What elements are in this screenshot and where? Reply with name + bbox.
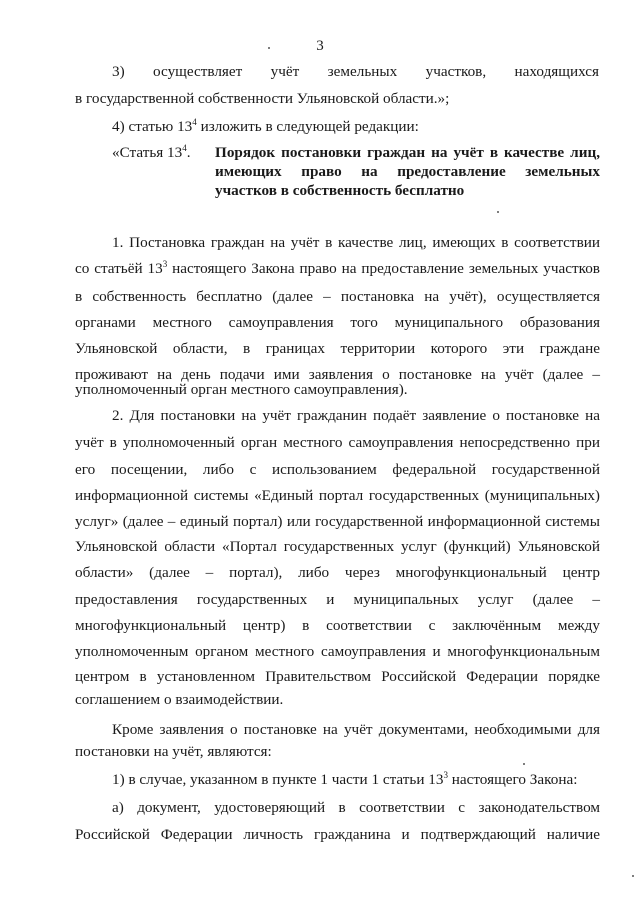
para1-line5: Ульяновской области, в границах территории которого эти граждане — [75, 340, 600, 357]
article-label — [112, 143, 191, 163]
article-label-post: . — [186, 144, 191, 161]
para3-line2: постановки на учёт, являются: — [75, 743, 272, 760]
suba-line1: а) документ, удостоверяющий в соответствии с законодательством — [112, 799, 600, 816]
para2-line11: центром в установленном Правительством Российской Федерации порядке — [75, 668, 600, 685]
para1-line2-sup: 3 — [162, 259, 168, 269]
para1-line4: органами местного самоуправления того муниципального образования — [75, 314, 600, 331]
article-title-line2: имеющих право на предоставление земельных — [215, 163, 600, 180]
sub1-pre: 1) в случае, указанном в пункте 1 части 1 статьи 13 — [112, 771, 444, 788]
para2-line12: соглашением о взаимодействии. — [75, 691, 284, 708]
para2-line8: предоставления государственных и муниципальных услуг (далее – — [75, 591, 600, 608]
article-title-line1: Порядок постановки граждан на учёт в качестве лиц, — [215, 144, 600, 161]
page-number: 3 — [316, 38, 324, 54]
sub1-sup: 3 — [443, 770, 448, 780]
para1-line1: 1. Постановка граждан на учёт в качестве лиц, имеющих в соответствии — [112, 234, 600, 251]
item4-line — [112, 117, 419, 137]
para1-line2 — [75, 259, 600, 279]
sub1-line — [112, 770, 577, 790]
item3-line1: 3) осуществляет учёт земельных участков, находящихся — [112, 63, 599, 80]
para1-line6: проживают на день подачи ими заявления о постановке на учёт (далее – — [75, 366, 600, 383]
item3-line2: в государственной собственности Ульяновской области.»; — [75, 90, 450, 107]
para1-line2-post: настоящего Закона право на предоставление земельных участков — [167, 260, 600, 277]
para2-line1: 2. Для постановки на учёт гражданин подаёт заявление о постановке на — [112, 407, 600, 424]
item4-post: изложить в следующей редакции: — [196, 118, 419, 135]
para1-line3: в собственность бесплатно (далее – постановка на учёт), осуществляется — [75, 288, 600, 305]
para1-line2-pre: со статьёй 13 — [75, 260, 163, 277]
scan-speck — [497, 211, 499, 213]
para2-line3: его посещении, либо с использованием федеральной государственной — [75, 461, 600, 478]
para2-line2: учёт в уполномоченный орган местного самоуправления непосредственно при — [75, 434, 600, 451]
article-label-pre: «Статья 13 — [112, 144, 183, 161]
scan-speck — [268, 47, 270, 49]
para1-line7: уполномоченный орган местного самоуправления). — [75, 381, 408, 398]
para2-line5: услуг» (далее – единый портал) или государственной информационной системы — [75, 513, 600, 530]
item4-pre: 4) статью 13 — [112, 118, 193, 135]
article-label-sup: 4 — [182, 143, 187, 153]
para2-line4: информационной системы «Единый портал государственных (муниципальных) — [75, 487, 600, 504]
scan-speck — [632, 875, 634, 877]
para3-line1: Кроме заявления о постановке на учёт документами, необходимыми для — [112, 721, 600, 738]
para2-line10: уполномоченным органом местного самоуправления и многофункциональным — [75, 643, 600, 660]
article-title-line3: участков в собственность бесплатно — [215, 182, 465, 199]
para2-line6: Ульяновской области «Портал государственных услуг (функций) Ульяновской — [75, 538, 600, 555]
sub1-post: настоящего Закона: — [447, 771, 578, 788]
item4-sup: 4 — [192, 117, 197, 127]
suba-line2: Российской Федерации личность гражданина и подтверждающий наличие — [75, 826, 600, 843]
para2-line7: области» (далее – портал), либо через многофункциональный центр — [75, 564, 600, 581]
scan-speck — [523, 763, 525, 765]
para2-line9: многофункциональный центр) в соответствии с заключённым между — [75, 617, 600, 634]
